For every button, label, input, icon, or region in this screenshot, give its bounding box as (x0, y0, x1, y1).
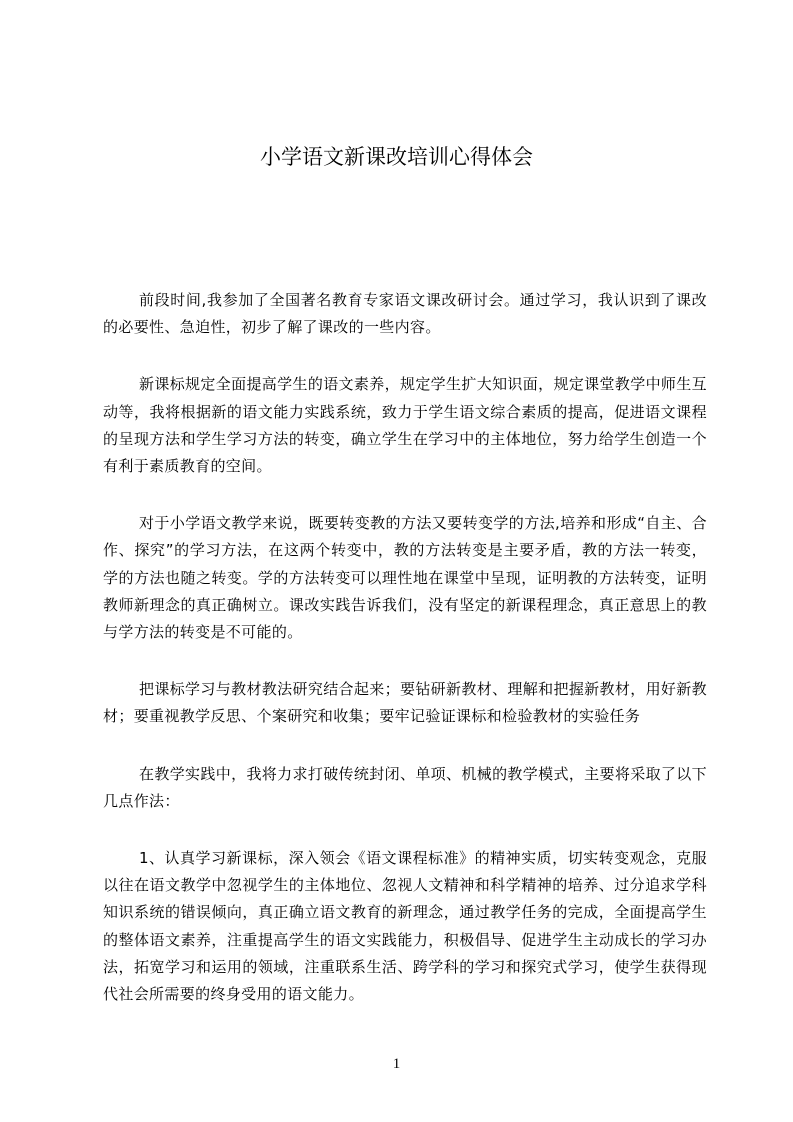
document-body (103, 287, 707, 1008)
paragraph-teaching-methods: 对于小学语文教学来说，既要转变教的方法又要转变学的方法,培养和形成“自主、合作、探究”的学习方法，在这两个转变中，教的方法转变是主要矛盾，教的方法一转变，学的方法也随之转变。学的方法转变可以理性地在课堂中呈现，证明教的方法转变，证明教师新理念的真正确树立。课改实践告诉我们，没有坚定的新课程理念，真正意思上的教与学方法的转变是不可能的。 (103, 514, 707, 642)
paragraph-practice: 在教学实践中，我将力求打破传统封闭、单项、机械的教学模式，主要将采取了以下几点作法： (103, 764, 707, 810)
paragraph-item-1: 1、认真学习新课标，深入领会《语文课程标准》的精神实质，切实转变观念，克服以往在语文教学中忽视学生的主体地位、忽视人文精神和科学精神的培养、过分追求学科知识系统的错误倾向，真正确立语文教育的新理念，通过教学任务的完成，全面提高学生的整体语文素养，注重提高学生的语文实践能力，积极倡导、促进学生主动成长的学习办法，拓宽学习和运用的领域，注重联系生活、跨学科的学习和探究式学习，使学生获得现代社会所需要的终身受用的语文能力。 (103, 849, 707, 1004)
paragraph-new-curriculum: 新课标规定全面提高学生的语文素养，规定学生扩大知识面，规定课堂教学中师生互动等，我将根据新的语文能力实践系统，致力于学生语文综合素质的提高，促进语文课程的呈现方法和学生学习方法的转变，确立学生在学习中的主体地位，努力给学生创造一个有利于素质教育的空间。 (103, 375, 707, 476)
page-number: 1 (392, 1056, 401, 1072)
paragraph-study-combination: 把课标学习与教材教法研究结合起来；要钻研新教材、理解和把握新教材，用好新教材；要重视教学反思、个案研究和收集；要牢记验证课标和检验教材的实验任务 (103, 680, 707, 726)
paragraph-intro: 前段时间,我参加了全国著名教育专家语文课改研讨会。通过学习，我认识到了课改的必要性、急迫性，初步了解了课改的一些内容。 (103, 291, 707, 337)
document-title: 小学语文新课改培训心得体会 (260, 145, 533, 169)
